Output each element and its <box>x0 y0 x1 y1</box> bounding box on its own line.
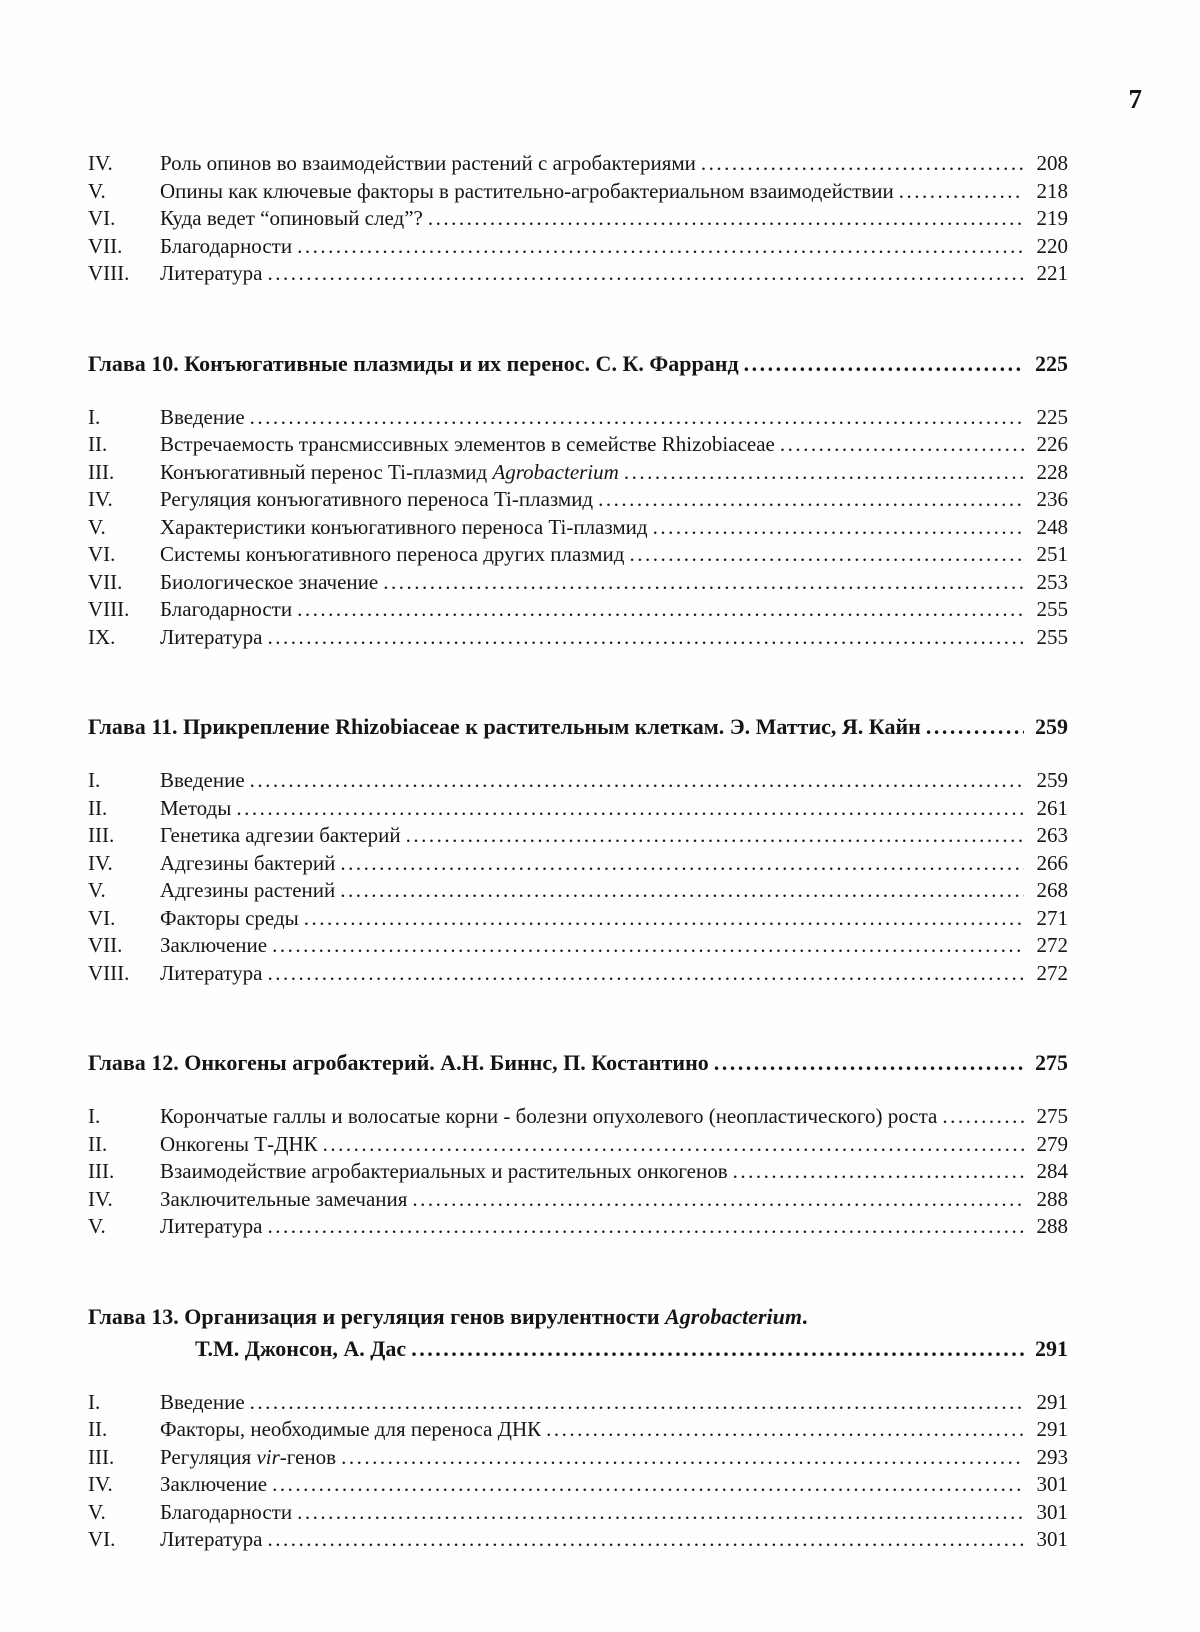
entry-page-number: 301 <box>1036 1472 1068 1496</box>
entry-title <box>160 624 262 652</box>
entry-numeral: VII. <box>88 233 123 258</box>
toc-entry-list <box>88 767 1068 987</box>
toc-entry <box>88 260 1068 288</box>
toc-entry <box>88 822 1068 850</box>
dot-leader <box>728 1158 1024 1186</box>
entry-title <box>160 596 292 624</box>
entry-title <box>160 850 335 878</box>
entry-numeral: V. <box>88 178 106 203</box>
entry-title <box>160 877 335 905</box>
text-run: Адгезины растений <box>160 878 336 902</box>
text-run: Т.М. Джонсон, А. Дас <box>195 1335 407 1361</box>
chapter-heading-text <box>88 711 921 743</box>
entry-page-number: 291 <box>1036 1389 1068 1414</box>
entry-numeral: VI. <box>88 206 116 230</box>
entry-page-number: 293 <box>1036 1444 1068 1469</box>
entry-page-number: 236 <box>1036 487 1068 511</box>
dot-leader <box>775 431 1024 459</box>
entry-numeral: VIII. <box>88 597 130 621</box>
chapter-heading-line <box>88 1333 1068 1365</box>
toc-section <box>88 711 1068 987</box>
chapter-page-number: 291 <box>1035 1335 1068 1361</box>
toc-entry <box>88 404 1068 432</box>
text-run: Литература <box>160 1214 263 1238</box>
entry-page-number: 272 <box>1036 933 1068 957</box>
toc-entry <box>88 767 1068 795</box>
dot-leader <box>267 932 1024 960</box>
text-run: Генетика адгезии бактерий <box>160 823 401 847</box>
text-run: Адгезины бактерий <box>160 850 336 875</box>
entry-title <box>160 1526 262 1554</box>
entry-page-number: 301 <box>1036 1499 1068 1524</box>
toc-entry-list <box>88 1103 1068 1241</box>
dot-leader <box>894 178 1024 206</box>
toc-entry <box>88 1131 1068 1159</box>
entry-page-number: 218 <box>1036 178 1068 203</box>
entry-page-number: 279 <box>1036 1131 1068 1156</box>
entry-page-number: 288 <box>1036 1186 1068 1211</box>
toc-entry <box>88 850 1068 878</box>
italic-text-run: Agrobacterium <box>492 459 619 484</box>
dot-leader <box>593 486 1024 514</box>
entry-numeral: IV. <box>88 850 113 875</box>
entry-page-number: 255 <box>1036 624 1068 649</box>
entry-title <box>160 1389 245 1417</box>
dot-leader <box>262 1526 1024 1554</box>
text-run: Глава 12. Онкогены агробактерий. А.Н. Биннс, П. Костантино <box>88 1050 709 1075</box>
entry-numeral: VII. <box>88 569 123 594</box>
toc-entry-list <box>88 150 1068 288</box>
entry-numeral: IV. <box>88 1186 113 1211</box>
dot-leader <box>262 624 1024 652</box>
dot-leader <box>937 1103 1024 1131</box>
text-run: Введение <box>160 404 245 429</box>
entry-numeral: V. <box>88 514 106 539</box>
entry-numeral: III. <box>88 1444 115 1469</box>
chapter-heading-text <box>195 1333 406 1365</box>
chapter-heading-line <box>88 711 1068 743</box>
entry-numeral: III. <box>88 459 115 484</box>
entry-numeral: VI. <box>88 542 116 566</box>
dot-leader <box>245 404 1024 432</box>
entry-page-number: 271 <box>1036 905 1068 930</box>
entry-page-number: 272 <box>1036 960 1068 985</box>
dot-leader <box>696 150 1024 178</box>
entry-numeral: V. <box>88 1499 106 1524</box>
dot-leader <box>401 822 1024 850</box>
entry-page-number: 220 <box>1036 233 1068 258</box>
dot-leader <box>336 1444 1024 1472</box>
toc-entry <box>88 1471 1068 1499</box>
entry-numeral: I. <box>88 1389 101 1414</box>
dot-leader <box>406 1333 1024 1365</box>
dot-leader <box>267 1471 1024 1499</box>
toc-entry <box>88 960 1068 988</box>
dot-leader <box>541 1416 1024 1444</box>
toc-entry <box>88 205 1068 233</box>
entry-title <box>160 178 894 206</box>
entry-page-number: 288 <box>1036 1214 1068 1238</box>
text-run: Факторы среды <box>160 905 299 930</box>
entry-page-number: 226 <box>1036 432 1068 456</box>
chapter-heading <box>88 1047 1068 1079</box>
text-run: Литература <box>160 960 263 985</box>
dot-leader <box>262 260 1024 288</box>
chapter-heading <box>88 1301 1068 1365</box>
entry-title <box>160 1131 318 1159</box>
entry-numeral: III. <box>88 823 115 847</box>
toc-entry <box>88 486 1068 514</box>
chapter-heading-text <box>88 348 739 380</box>
toc-entry <box>88 795 1068 823</box>
text-run: Глава 13. Организация и регуляция генов вирулентности <box>88 1303 666 1329</box>
toc-entry <box>88 541 1068 569</box>
entry-numeral: VII. <box>88 933 123 957</box>
dot-leader <box>407 1186 1024 1214</box>
entry-title <box>160 260 262 288</box>
entry-page-number: 275 <box>1036 1104 1068 1128</box>
entry-numeral: VI. <box>88 1527 116 1551</box>
entry-title <box>160 514 648 542</box>
entry-title <box>160 459 619 487</box>
toc-entry-list <box>88 1389 1068 1554</box>
entry-numeral: I. <box>88 768 101 792</box>
toc-entry <box>88 178 1068 206</box>
entry-title <box>160 569 378 597</box>
text-run: Заключение <box>160 1472 268 1496</box>
chapter-page-number: 259 <box>1035 714 1068 739</box>
chapter-heading-line <box>88 348 1068 380</box>
entry-title <box>160 932 267 960</box>
toc-entry-list <box>88 404 1068 652</box>
dot-leader <box>624 541 1024 569</box>
dot-leader <box>231 795 1024 823</box>
entry-page-number: 248 <box>1036 514 1068 539</box>
dot-leader <box>262 1213 1024 1241</box>
entry-title <box>160 1103 937 1131</box>
entry-title <box>160 233 292 261</box>
toc-entry <box>88 877 1068 905</box>
entry-title <box>160 1416 541 1444</box>
text-run: Куда ведет “опиновый след”? <box>160 206 423 230</box>
italic-text-run: vir <box>256 1444 280 1469</box>
toc-entry <box>88 431 1068 459</box>
toc-entry <box>88 1416 1068 1444</box>
italic-text-run: Agrobacterium <box>665 1303 802 1329</box>
dot-leader <box>709 1047 1024 1079</box>
chapter-page-number: 225 <box>1035 350 1068 376</box>
toc-section <box>88 150 1068 288</box>
toc-section <box>88 1047 1068 1241</box>
toc-entry <box>88 596 1068 624</box>
entry-title <box>160 905 299 933</box>
entry-numeral: IX. <box>88 624 116 649</box>
toc-entry <box>88 569 1068 597</box>
dot-leader <box>292 233 1024 261</box>
text-run: Биологическое значение <box>160 569 379 594</box>
dot-leader <box>619 459 1024 487</box>
entry-numeral: V. <box>88 1214 106 1238</box>
entry-page-number: 259 <box>1036 768 1068 792</box>
entry-page-number: 228 <box>1036 459 1068 484</box>
toc-entry <box>88 150 1068 178</box>
chapter-heading-text <box>88 1047 709 1079</box>
text-run: Благодарности <box>160 1499 293 1524</box>
dot-leader <box>292 596 1024 624</box>
dot-leader <box>318 1131 1024 1159</box>
dot-leader <box>739 348 1024 380</box>
text-run: Встречаемость трансмиссивных элементов в семействе Rhizobiaceae <box>160 432 775 456</box>
text-run: -генов <box>279 1444 337 1469</box>
entry-page-number: 284 <box>1036 1159 1068 1183</box>
chapter-heading-text <box>88 1301 808 1333</box>
toc-entry <box>88 932 1068 960</box>
toc-entry <box>88 905 1068 933</box>
text-run: Благодарности <box>160 597 293 621</box>
text-run: Характеристики конъюгативного переноса Ti-плазмид <box>160 514 648 539</box>
chapter-heading-line <box>88 1047 1068 1079</box>
text-run: . <box>802 1303 808 1329</box>
text-run: Роль опинов во взаимодействии растений с агробактериями <box>160 151 696 175</box>
toc-entry <box>88 1158 1068 1186</box>
dot-leader <box>648 514 1024 542</box>
toc-entry <box>88 514 1068 542</box>
entry-title <box>160 1213 262 1241</box>
entry-title <box>160 1444 336 1472</box>
text-run: Введение <box>160 768 245 792</box>
entry-page-number: 221 <box>1036 261 1068 285</box>
entry-title <box>160 486 593 514</box>
entry-title <box>160 541 624 569</box>
entry-page-number: 301 <box>1036 1527 1068 1551</box>
entry-title <box>160 1471 267 1499</box>
toc-entry <box>88 233 1068 261</box>
entry-title <box>160 1158 728 1186</box>
text-run: Конъюгативный перенос Ti-плазмид <box>160 459 493 484</box>
dot-leader <box>245 1389 1024 1417</box>
text-run: Заключение <box>160 933 268 957</box>
entry-page-number: 251 <box>1036 542 1068 566</box>
entry-page-number: 268 <box>1036 878 1068 902</box>
entry-numeral: IV. <box>88 151 113 175</box>
text-run: Заключительные замечания <box>160 1186 408 1211</box>
entry-numeral: IV. <box>88 487 113 511</box>
entry-title <box>160 795 231 823</box>
entry-title <box>160 150 696 178</box>
dot-leader <box>423 205 1024 233</box>
text-run: Онкогены Т-ДНК <box>160 1131 318 1156</box>
text-run: Факторы, необходимые для переноса ДНК <box>160 1417 542 1441</box>
entry-numeral: II. <box>88 1417 108 1441</box>
chapter-page-number: 275 <box>1035 1050 1068 1075</box>
page-number: 7 <box>1128 84 1142 114</box>
entry-title <box>160 431 775 459</box>
toc-entry <box>88 1186 1068 1214</box>
dot-leader <box>299 905 1024 933</box>
toc-entry <box>88 459 1068 487</box>
entry-page-number: 225 <box>1036 404 1068 429</box>
dot-leader <box>335 877 1024 905</box>
entry-numeral: VI. <box>88 905 116 930</box>
entry-numeral: II. <box>88 432 108 456</box>
text-run: Литература <box>160 1527 263 1551</box>
dot-leader <box>245 767 1024 795</box>
text-run: Взаимодействие агробактериальных и растительных онкогенов <box>160 1159 728 1183</box>
entry-numeral: VIII. <box>88 960 130 985</box>
entry-title <box>160 404 245 432</box>
entry-title <box>160 1499 292 1527</box>
entry-title <box>160 1186 407 1214</box>
toc-entry <box>88 1499 1068 1527</box>
entry-title <box>160 767 245 795</box>
toc-entry <box>88 1389 1068 1417</box>
entry-page-number: 255 <box>1036 597 1068 621</box>
toc-entry <box>88 1526 1068 1554</box>
entry-numeral: III. <box>88 1159 115 1183</box>
text-run: Системы конъюгативного переноса других плазмид <box>160 542 625 566</box>
dot-leader <box>292 1499 1024 1527</box>
text-run: Корончатые галлы и волосатые корни - болезни опухолевого (неопластического) роста <box>160 1104 938 1128</box>
text-run: Опины как ключевые факторы в растительно-агробактериальном взаимодействии <box>160 178 894 203</box>
toc-entry <box>88 1103 1068 1131</box>
entry-numeral: IV. <box>88 1472 113 1496</box>
text-run: Регуляция <box>160 1444 257 1469</box>
entry-title <box>160 205 423 233</box>
entry-title <box>160 822 401 850</box>
entry-page-number: 263 <box>1036 823 1068 847</box>
toc-entry <box>88 1444 1068 1472</box>
toc-entry <box>88 1213 1068 1241</box>
dot-leader <box>335 850 1024 878</box>
entry-numeral: I. <box>88 404 101 429</box>
entry-numeral: V. <box>88 878 106 902</box>
toc-entry <box>88 624 1068 652</box>
text-run: Глава 11. Прикрепление Rhizobiaceae к растительным клеткам. Э. Маттис, Я. Кайн <box>88 714 921 739</box>
chapter-heading <box>88 348 1068 380</box>
entry-page-number: 219 <box>1036 206 1068 230</box>
entry-page-number: 261 <box>1036 795 1068 820</box>
entry-numeral: II. <box>88 795 108 820</box>
text-run: Литература <box>160 261 263 285</box>
text-run: Благодарности <box>160 233 293 258</box>
text-run: Регуляция конъюгативного переноса Ti-плазмид <box>160 487 594 511</box>
text-run: Глава 10. Конъюгативные плазмиды и их перенос. С. К. Фарранд <box>88 350 739 376</box>
entry-page-number: 253 <box>1036 569 1068 594</box>
entry-numeral: I. <box>88 1104 101 1128</box>
dot-leader <box>378 569 1024 597</box>
entry-title <box>160 960 262 988</box>
dot-leader <box>262 960 1024 988</box>
chapter-heading-line <box>88 1301 1068 1333</box>
toc-section <box>88 1301 1068 1554</box>
chapter-heading <box>88 711 1068 743</box>
entry-numeral: VIII. <box>88 261 130 285</box>
entry-page-number: 208 <box>1036 151 1068 175</box>
entry-numeral: II. <box>88 1131 108 1156</box>
text-run: Литература <box>160 624 263 649</box>
toc-section <box>88 348 1068 652</box>
entry-page-number: 291 <box>1036 1417 1068 1441</box>
dot-leader <box>921 711 1024 743</box>
text-run: Методы <box>160 795 232 820</box>
entry-page-number: 266 <box>1036 850 1068 875</box>
text-run: Введение <box>160 1389 245 1414</box>
